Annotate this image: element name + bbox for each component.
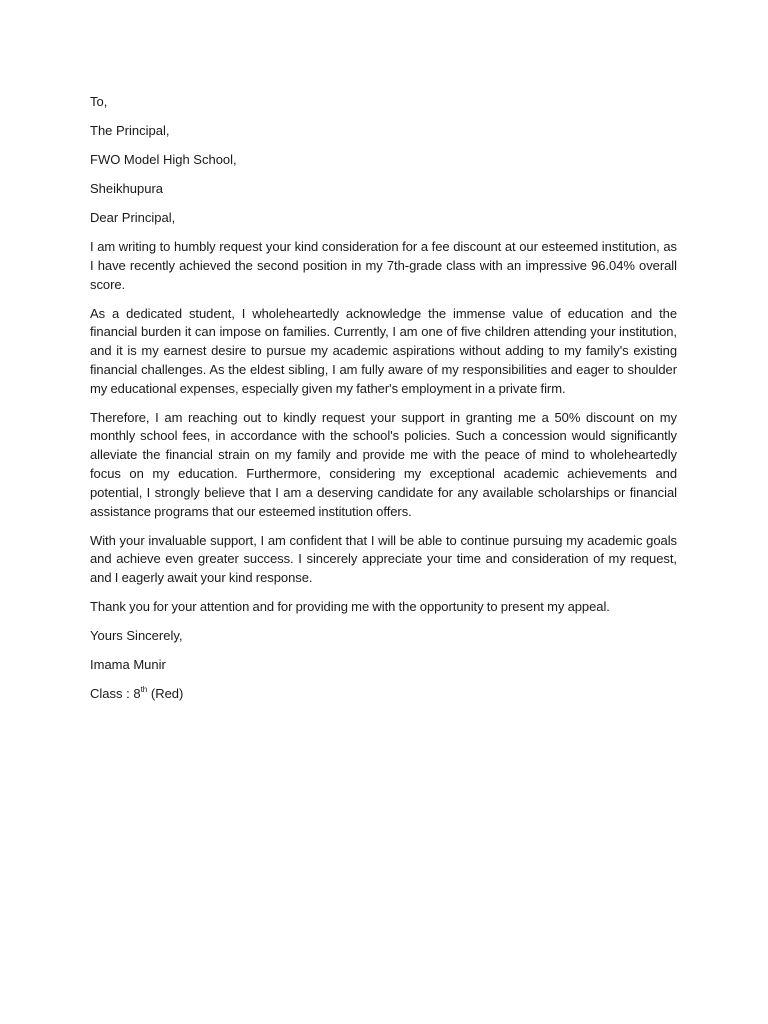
signature-name: Imama Munir — [90, 657, 166, 673]
closing: Yours Sincerely, — [90, 628, 183, 644]
paragraph-thanks: Thank you for your attention and for providing me with the opportunity to present my appeal. — [90, 599, 610, 615]
paragraph-discount-request: Therefore, I am reaching out to kindly request your support in granting me a 50% discount on my monthly school fees, in accordance with the school's policies. Such a concession would significantly alleviate the financial strain on my family and provide me with the peace of mind to wholeheartedly focus on my education. Furthermore, considering my exceptional academic achievements and potential, I strongly believe that I am a deserving candidate for any available scholarships or financial assistance programs that our esteemed institution offers. — [90, 409, 677, 519]
address-to: To, — [90, 94, 108, 109]
letter-body — [90, 93, 677, 714]
address-city: Sheikhupura — [90, 180, 163, 196]
salutation: Dear Principal, — [90, 209, 176, 225]
address-school: FWO Model High School, — [90, 151, 237, 167]
paragraph-gratitude: With your invaluable support, I am confident that I will be able to continue pursuing my academic goals and achieve even greater success. I sincerely appreciate your time and consideration of my request, and I eagerly await your kind response. — [90, 532, 677, 586]
paragraph-request: I am writing to humbly request your kind consideration for a fee discount at our esteemed institution, as I have recently achieved the second position in my 7th-grade class with an impressive 96.04% overall score. — [90, 238, 677, 292]
address-recipient: The Principal, — [90, 122, 170, 138]
class-info-prefix: Class : 8 — [90, 686, 141, 702]
class-info — [90, 685, 677, 704]
class-info-suffix: (Red) — [147, 686, 184, 702]
class-info-superscript: th — [140, 684, 148, 694]
paragraph-background: As a dedicated student, I wholeheartedly acknowledge the immense value of education and the financial burden it can impose on families. Currently, I am one of five children attending your institution, and it is my earnest desire to pursue my academic aspirations without adding to my family's existing financial challenges. As the eldest sibling, I am fully aware of my responsibilities and eager to shoulder my educational expenses, especially given my father's employment in a private firm. — [90, 305, 677, 396]
